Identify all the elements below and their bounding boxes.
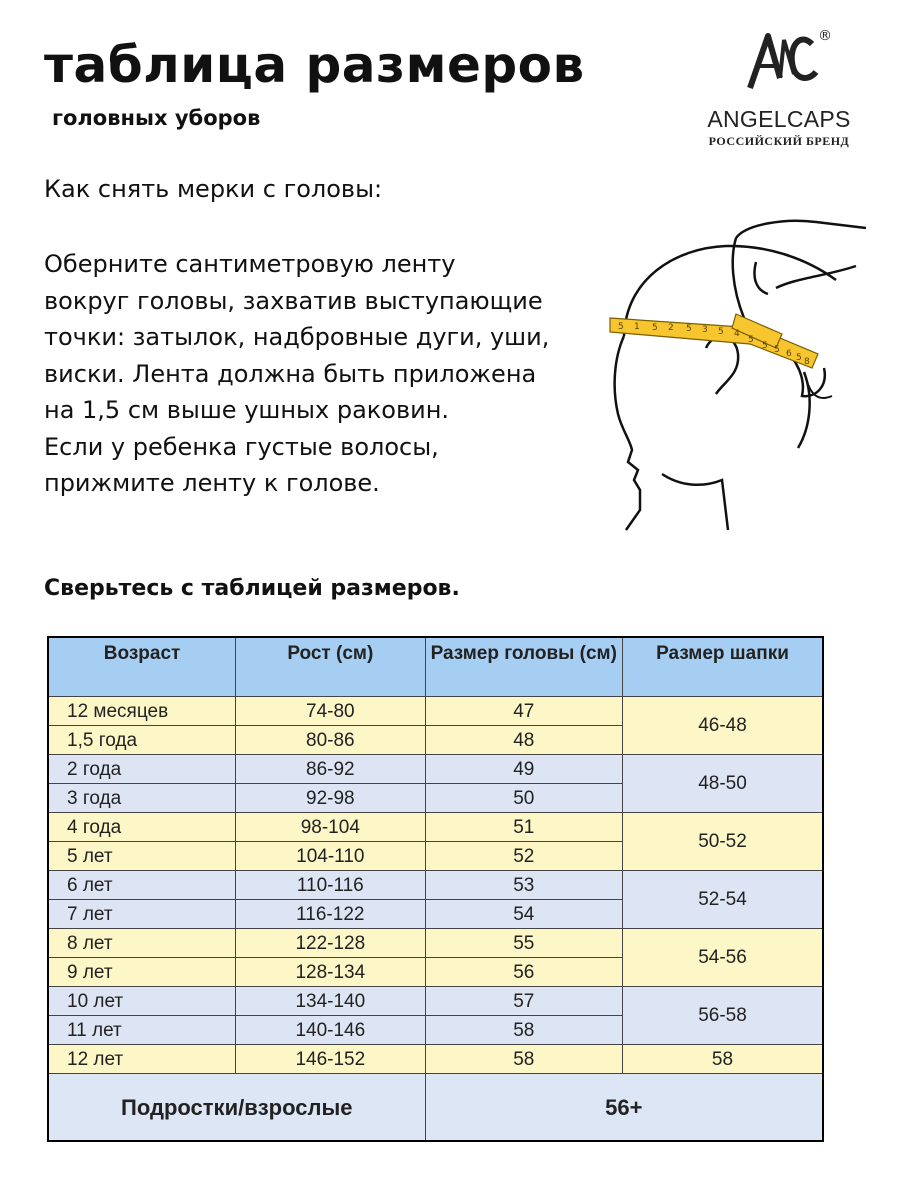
- cap-size-cell: 58: [623, 1045, 824, 1074]
- head-measuring-tape-icon: [606, 218, 866, 533]
- svg-text:5: 5: [762, 341, 768, 351]
- instruction-line: точки: затылок, надбровные дуги, уши,: [44, 323, 550, 351]
- page-title: таблица размеров: [44, 36, 585, 94]
- svg-text:5: 5: [796, 353, 802, 363]
- head-size-cell: 52: [425, 842, 622, 871]
- column-header: Размер головы (см): [425, 637, 622, 697]
- angelcaps-monogram-icon: [742, 26, 832, 106]
- cap-size-cell: 54-56: [623, 929, 824, 987]
- table-row-teen: [48, 1074, 823, 1142]
- height-cell: 110-116: [236, 871, 425, 900]
- table-row: [48, 1045, 823, 1074]
- height-cell: 140-146: [236, 1016, 425, 1045]
- height-cell: 116-122: [236, 900, 425, 929]
- head-size-cell: 47: [425, 697, 622, 726]
- height-cell: 122-128: [236, 929, 425, 958]
- table-row: [48, 987, 823, 1016]
- age-cell: 4 года: [48, 813, 236, 842]
- table-row: [48, 929, 823, 958]
- head-size-cell: 50: [425, 784, 622, 813]
- table-row: [48, 697, 823, 726]
- cap-size-cell: 50-52: [623, 813, 824, 871]
- age-cell: 6 лет: [48, 871, 236, 900]
- age-cell: 11 лет: [48, 1016, 236, 1045]
- column-header: Размер шапки: [623, 637, 824, 697]
- head-size-cell: 56: [425, 958, 622, 987]
- svg-text:3: 3: [702, 325, 708, 335]
- instruction-line: Если у ребенка густые волосы,: [44, 432, 439, 461]
- height-cell: 92-98: [236, 784, 425, 813]
- age-cell: 3 года: [48, 784, 236, 813]
- svg-text:5: 5: [718, 327, 724, 337]
- svg-text:5: 5: [748, 335, 754, 345]
- table-header-row: [48, 637, 823, 697]
- svg-text:5: 5: [686, 324, 692, 334]
- cap-size-cell: 56-58: [623, 987, 824, 1045]
- height-cell: 98-104: [236, 813, 425, 842]
- height-cell: 146-152: [236, 1045, 425, 1074]
- height-cell: 134-140: [236, 987, 425, 1016]
- page-subtitle: головных уборов: [52, 106, 261, 130]
- age-cell: 12 месяцев: [48, 697, 236, 726]
- height-cell: 128-134: [236, 958, 425, 987]
- instruction-line: прижмите ленту к голове.: [44, 469, 380, 497]
- table-row: [48, 871, 823, 900]
- head-size-cell: 58: [425, 1045, 622, 1074]
- table-row: [48, 813, 823, 842]
- head-size-cell: 49: [425, 755, 622, 784]
- head-size-cell: 54: [425, 900, 622, 929]
- age-cell: 10 лет: [48, 987, 236, 1016]
- head-size-cell: 57: [425, 987, 622, 1016]
- brand-tagline: РОССИЙСКИЙ БРЕНД: [708, 134, 850, 148]
- head-size-cell: 48: [425, 726, 622, 755]
- instruction-line: на 1,5 см выше ушных раковин.: [44, 396, 450, 424]
- head-size-cell: 55: [425, 929, 622, 958]
- table-heading: Сверьтесь с таблицей размеров.: [44, 576, 460, 601]
- age-cell: 8 лет: [48, 929, 236, 958]
- svg-text:6: 6: [786, 349, 792, 359]
- svg-text:5: 5: [774, 345, 780, 355]
- svg-text:5: 5: [652, 323, 658, 333]
- head-size-cell: 58: [425, 1016, 622, 1045]
- brand-name: ANGELCAPS: [707, 106, 851, 132]
- brand-logo: [690, 26, 870, 156]
- svg-text:2: 2: [668, 323, 674, 333]
- table-row: [48, 755, 823, 784]
- cap-size-cell: 52-54: [623, 871, 824, 929]
- age-cell: 2 года: [48, 755, 236, 784]
- svg-text:1: 1: [634, 322, 640, 332]
- cap-size-cell: 46-48: [623, 697, 824, 755]
- height-cell: 80-86: [236, 726, 425, 755]
- height-cell: 74-80: [236, 697, 425, 726]
- height-cell: 104-110: [236, 842, 425, 871]
- svg-text:5: 5: [618, 322, 624, 332]
- teen-size-cell: 56+: [425, 1074, 823, 1142]
- age-cell: 5 лет: [48, 842, 236, 871]
- instruction-line: Оберните сантиметровую ленту: [44, 250, 456, 278]
- instruction-line: вокруг головы, захватив выступающие: [44, 286, 543, 315]
- age-cell: 9 лет: [48, 958, 236, 987]
- head-size-cell: 53: [425, 871, 622, 900]
- age-cell: 12 лет: [48, 1045, 236, 1074]
- age-cell: 7 лет: [48, 900, 236, 929]
- height-cell: 86-92: [236, 755, 425, 784]
- size-table: [47, 636, 824, 1142]
- column-header: Рост (см): [236, 637, 425, 697]
- cap-size-cell: 48-50: [623, 755, 824, 813]
- registered-mark: ®: [818, 28, 832, 44]
- instruction-line: виски. Лента должна быть приложена: [44, 359, 537, 388]
- svg-text:4: 4: [734, 329, 740, 339]
- svg-text:8: 8: [804, 357, 810, 367]
- measure-heading: Как снять мерки с головы:: [44, 175, 383, 203]
- column-header: Возраст: [48, 637, 236, 697]
- teen-label-cell: Подростки/взрослые: [48, 1074, 425, 1142]
- age-cell: 1,5 года: [48, 726, 236, 755]
- head-size-cell: 51: [425, 813, 622, 842]
- measure-instructions: [44, 246, 604, 502]
